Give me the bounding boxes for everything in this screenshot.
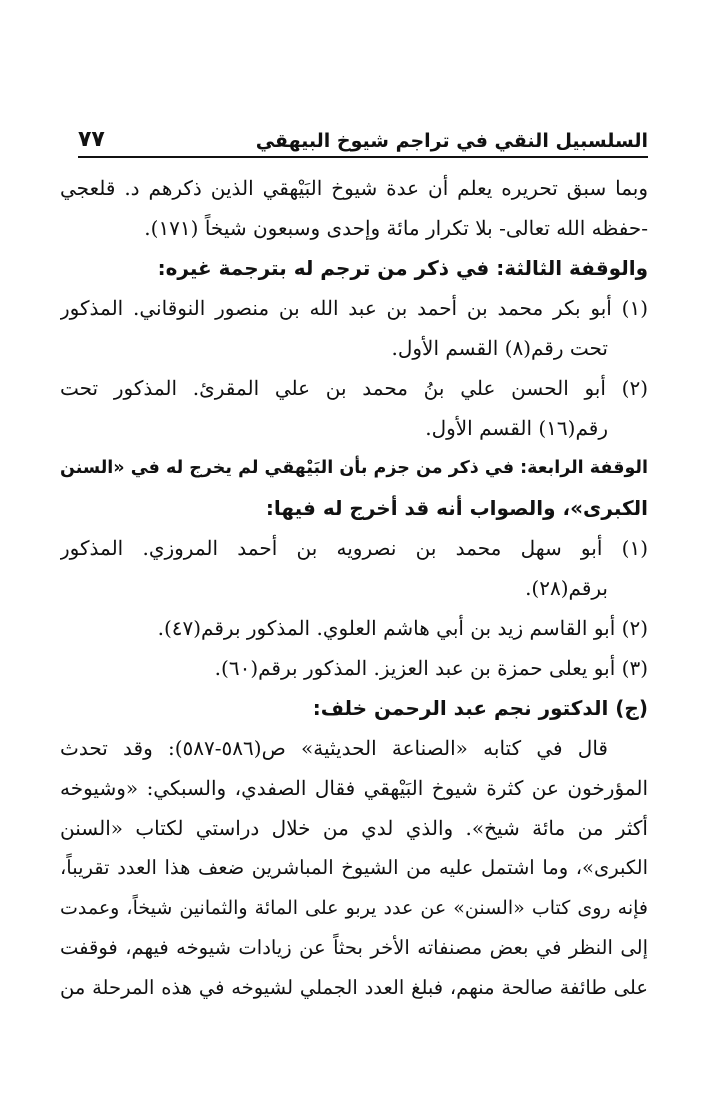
page-body (60, 168, 648, 1008)
list-item: (٢) أبو الحسن علي بنُ محمد بن علي المقرئ. المذكور تحت (60, 376, 648, 400)
page-number: ٧٧ (78, 127, 105, 152)
section-heading-continuation: الكبرى»، والصواب أنه قد أخرج له فيها: (265, 496, 648, 520)
paragraph-line: على طائفة صالحة منهم، فبلغ العدد الجملي لشيوخه في هذه المرحلة من (60, 976, 648, 999)
list-item: (١) أبو بكر محمد بن أحمد بن عبد الله بن منصور النوقاني. المذكور (60, 296, 648, 320)
list-item-continuation: تحت رقم(٨) القسم الأول. (391, 336, 608, 360)
text-line: وبما سبق تحريره يعلم أن عدة شيوخ البَيْهقي الذين ذكرهم د. قلعجي (60, 176, 648, 200)
list-item-continuation: برقم(٢٨). (525, 576, 608, 600)
list-item: (٢) أبو القاسم زيد بن أبي هاشم العلوي. المذكور برقم(٤٧). (157, 616, 648, 640)
page-header (78, 118, 648, 158)
paragraph-line: المؤرخون عن كثرة شيوخ البَيْهقي فقال الصفدي، والسبكي: «وشيوخه (60, 776, 648, 800)
list-item: (١) أبو سهل محمد بن نصرويه بن أحمد المروزي. المذكور (60, 536, 648, 560)
paragraph-line: قال في كتابه «الصناعة الحديثية» ص(٥٨٦-٥٨٧): وقد تحدث (60, 736, 608, 760)
running-title: السلسبيل النقي في تراجم شيوخ البيهقي (255, 130, 648, 152)
paragraph-line: إلى النظر في بعض مصنفاته الأخر بحثاً عن زيادات شيوخه فيهم، فوقفت (60, 936, 648, 959)
list-item: (٣) أبو يعلى حمزة بن عبد العزيز. المذكور برقم(٦٠). (214, 656, 648, 680)
paragraph-line: أكثر من مائة شيخ». والذي لدي من خلال دراستي لكتاب «السنن (60, 816, 648, 840)
section-heading: الوقفة الرابعة: في ذكر من جزم بأن البَيْهقي لم يخرج له في «السنن (60, 458, 648, 478)
section-heading: (ج) الدكتور نجم عبد الرحمن خلف: (312, 696, 648, 720)
text-line: -حفظه الله تعالى- بلا تكرار مائة وإحدى وسبعون شيخاً (١٧١). (144, 216, 648, 240)
paragraph-line: الكبرى»، وما اشتمل عليه من الشيوخ المباشرين ضعف هذا العدد تقريباً، (60, 856, 648, 879)
paragraph-line: فإنه روى كتاب «السنن» عن عدد يربو على المائة والثمانين شيخاً، وعمدت (60, 897, 648, 919)
list-item-continuation: رقم(١٦) القسم الأول. (425, 416, 608, 440)
section-heading: والوقفة الثالثة: في ذكر من ترجم له بترجمة غيره: (157, 256, 648, 280)
header-rule (78, 156, 648, 158)
